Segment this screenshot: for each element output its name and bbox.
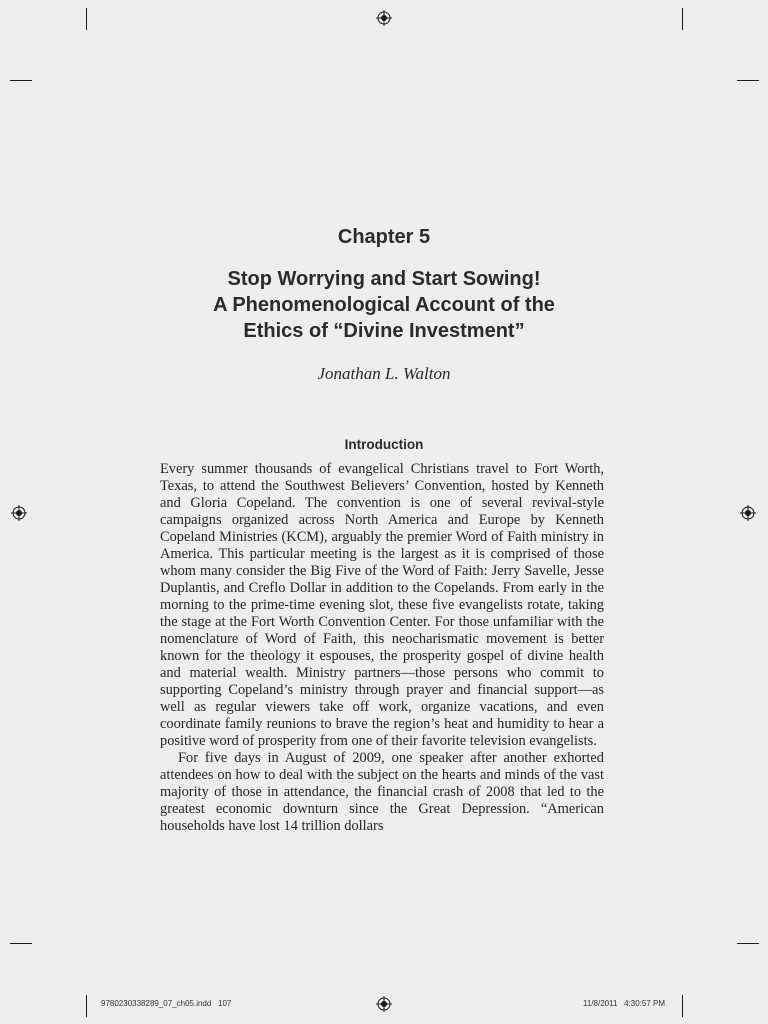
crop-mark-right-bottom xyxy=(737,943,759,944)
paragraph: For five days in August of 2009, one speaker after another exhorted attendees on how to deal with the subject on the hearts and minds of the vast majority of those in attendance, the financial crash of 2008 that led to the greatest economic downturn since the Great Depression. “American households have lost 14 trillion dollars xyxy=(160,750,604,834)
footer-timestamp: 11/8/2011 4:30:57 PM xyxy=(583,999,665,1008)
crop-mark-left-bottom xyxy=(10,943,32,944)
registration-mark-icon xyxy=(376,10,392,26)
crop-mark-right-top xyxy=(737,80,759,81)
chapter-number: Chapter 5 xyxy=(337,226,431,248)
chapter-title xyxy=(0,266,768,344)
section-heading: Introduction xyxy=(344,437,424,452)
paragraph: Every summer thousands of evangelical Christians travel to Fort Worth, Texas, to attend the Southwest Believers’ Convention, hosted by Kenneth and Gloria Copeland. The convention is one of several revival-style campaigns organized across North America and Europe by Kenneth Copeland Ministries (KCM), arguably the premier Word of Faith ministry in America. This particular meeting is the largest as it is comprised of those whom many consider the Big Five of the Word of Faith: Jerry Savelle, Jesse Duplantis, and Creflo Dollar in addition to the Copelands. From early in the morning to the prime-time evening slot, these five evangelists rotate, taking the stage at the Fort Worth Convention Center. For those unfamiliar with the nomenclature of Word of Faith, this neocharismatic movement is better known for the theology it espouses, the prosperity gospel of divine health and material wealth. Ministry partners—those persons who commit to supporting Copeland’s ministry through prayer and financial support—as well as regular viewers take off work, organize vacations, and even coordinate family reunions to brave the region’s heat and humidity to hear a positive word of prosperity from one of their favorite television evangelists. xyxy=(160,461,604,749)
crop-mark-top-left xyxy=(86,8,87,30)
crop-mark-bottom-left xyxy=(86,995,87,1017)
registration-mark-icon xyxy=(11,505,27,521)
registration-mark-icon xyxy=(376,996,392,1012)
crop-mark-top-right xyxy=(682,8,683,30)
chapter-title-line: A Phenomenological Account of the xyxy=(213,294,555,316)
body-text xyxy=(160,461,604,835)
crop-mark-bottom-right xyxy=(682,995,683,1017)
crop-mark-left-top xyxy=(10,80,32,81)
registration-mark-icon xyxy=(740,505,756,521)
author-name: Jonathan L. Walton xyxy=(317,364,451,383)
chapter-title-line: Stop Worrying and Start Sowing! xyxy=(227,268,541,290)
chapter-title-line: Ethics of “Divine Investment” xyxy=(243,320,525,342)
footer-file-slug: 9780230338289_07_ch05.indd 107 xyxy=(101,999,232,1008)
